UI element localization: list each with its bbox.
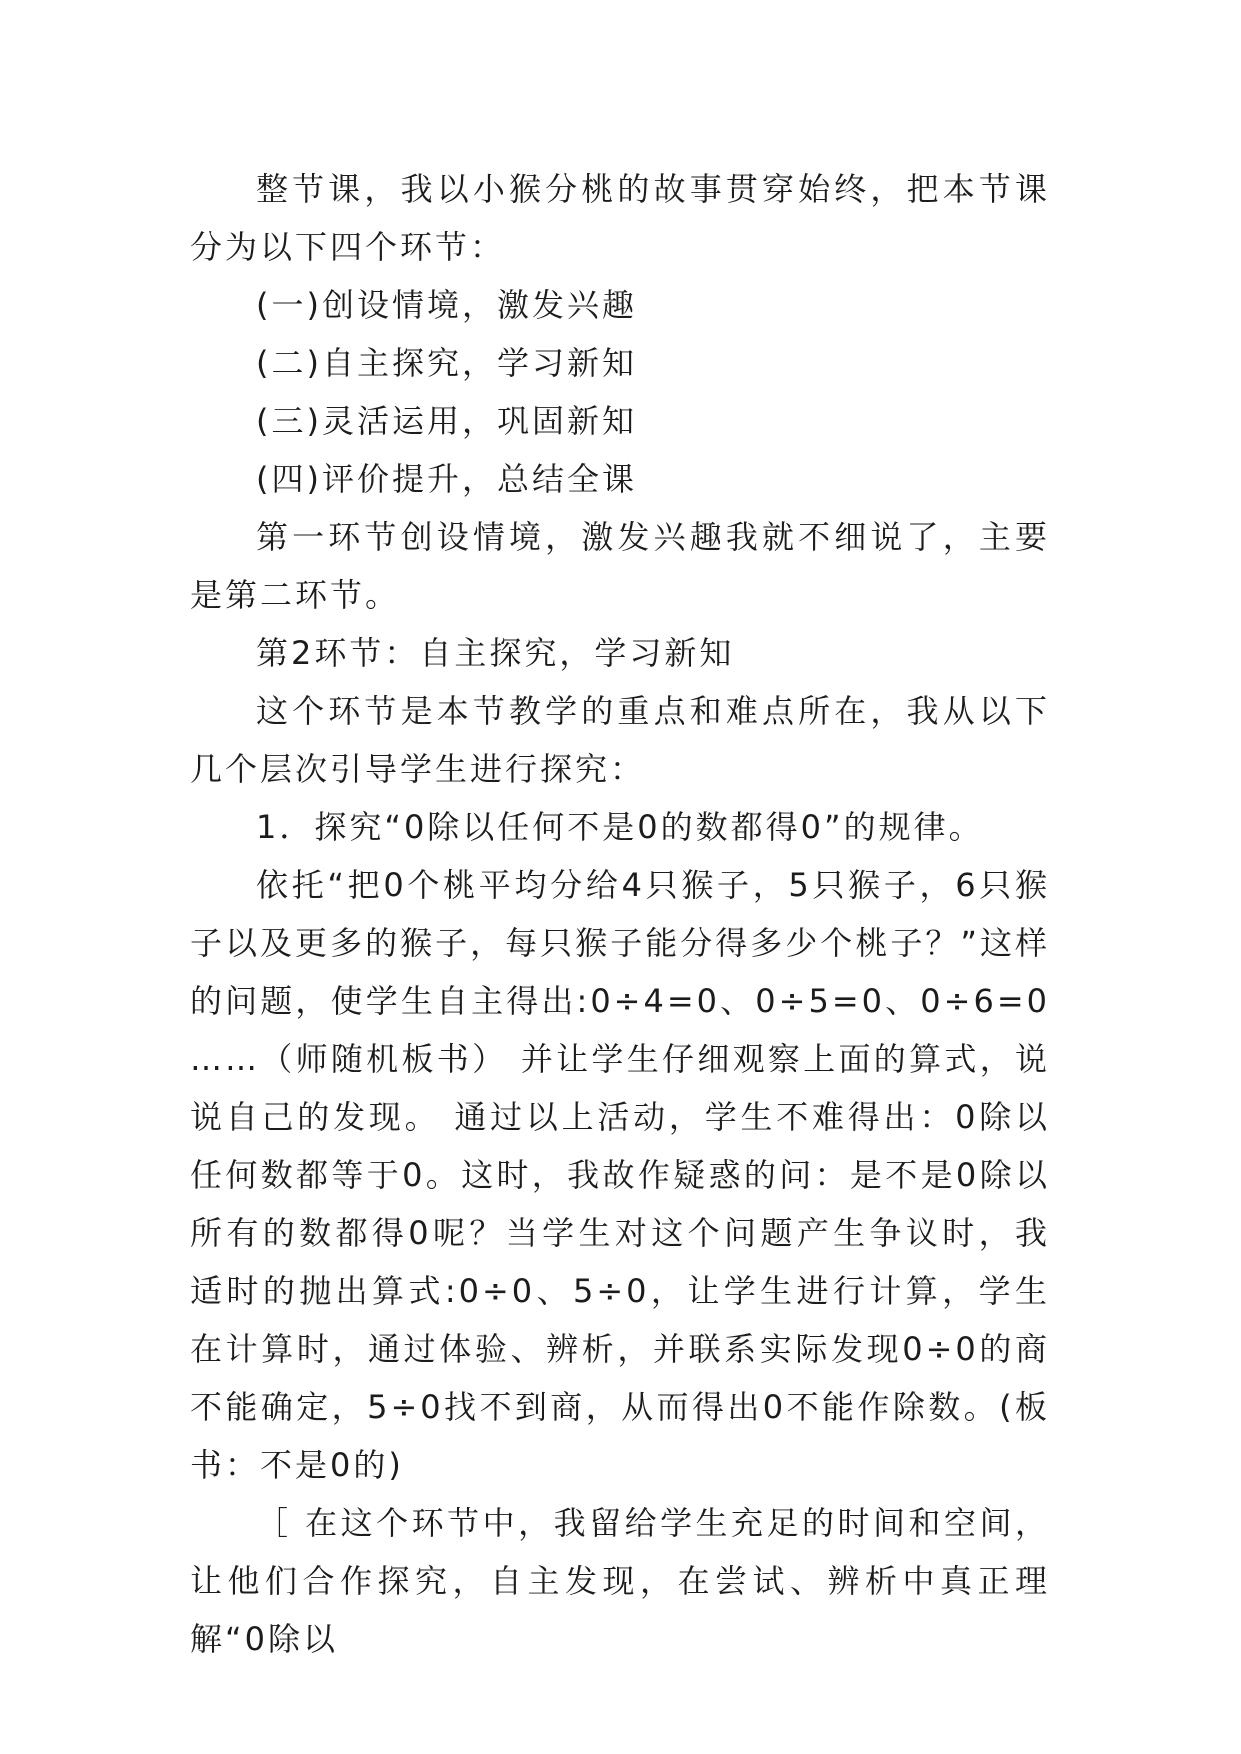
paragraph-key-point: 这个环节是本节教学的重点和难点所在，我从以下几个层次引导学生进行探究： [190,692,1050,788]
document-body [190,160,1050,1668]
paragraph-first-section: 第一环节创设情境，激发兴趣我就不细说了，主要是第二环节。 [190,518,1050,614]
section-item-1: (一)创设情境，激发兴趣 [256,286,637,324]
paragraph-exploration: 依托“把0个桃平均分给4只猴子，5只猴子，6只猴子以及更多的猴子，每只猴子能分得多少个桃子？”这样的问题，使学生自主得出:0÷4=0、0÷5=0、0÷6=0 ……（师随机板书） 并让学生仔细观察上面的算式，说说自己的发现。 通过以上活动，学生不难得出：0除以任何数都等于0。这时，我故作疑惑的问：是不是0除以所有的数都得0呢？当学生对这个问题产生争议时，我适时的抛出算式:0÷0、5÷0，让学生进行计算，学生在计算时，通过体验、辨析，并联系实际发现0÷0的商不能确定，5÷0找不到商，从而得出0不能作除数。(板书：不是0的) [190,866,1050,1484]
section-item-4: (四)评价提升，总结全课 [256,460,637,498]
section-item-2: (二)自主探究，学习新知 [256,344,637,382]
step-1-heading: 1．探究“0除以任何不是0的数都得0”的规律。 [256,808,984,846]
paragraph-intro: 整节课，我以小猴分桃的故事贯穿始终，把本节课分为以下四个环节： [190,170,1050,266]
section-item-3: (三)灵活运用，巩固新知 [256,402,637,440]
paragraph-reflection: ［ 在这个环节中，我留给学生充足的时间和空间，让他们合作探究，自主发现，在尝试、辨析中真正理解“0除以 [190,1504,1050,1658]
section-heading-2: 第2环节：自主探究，学习新知 [256,634,735,672]
